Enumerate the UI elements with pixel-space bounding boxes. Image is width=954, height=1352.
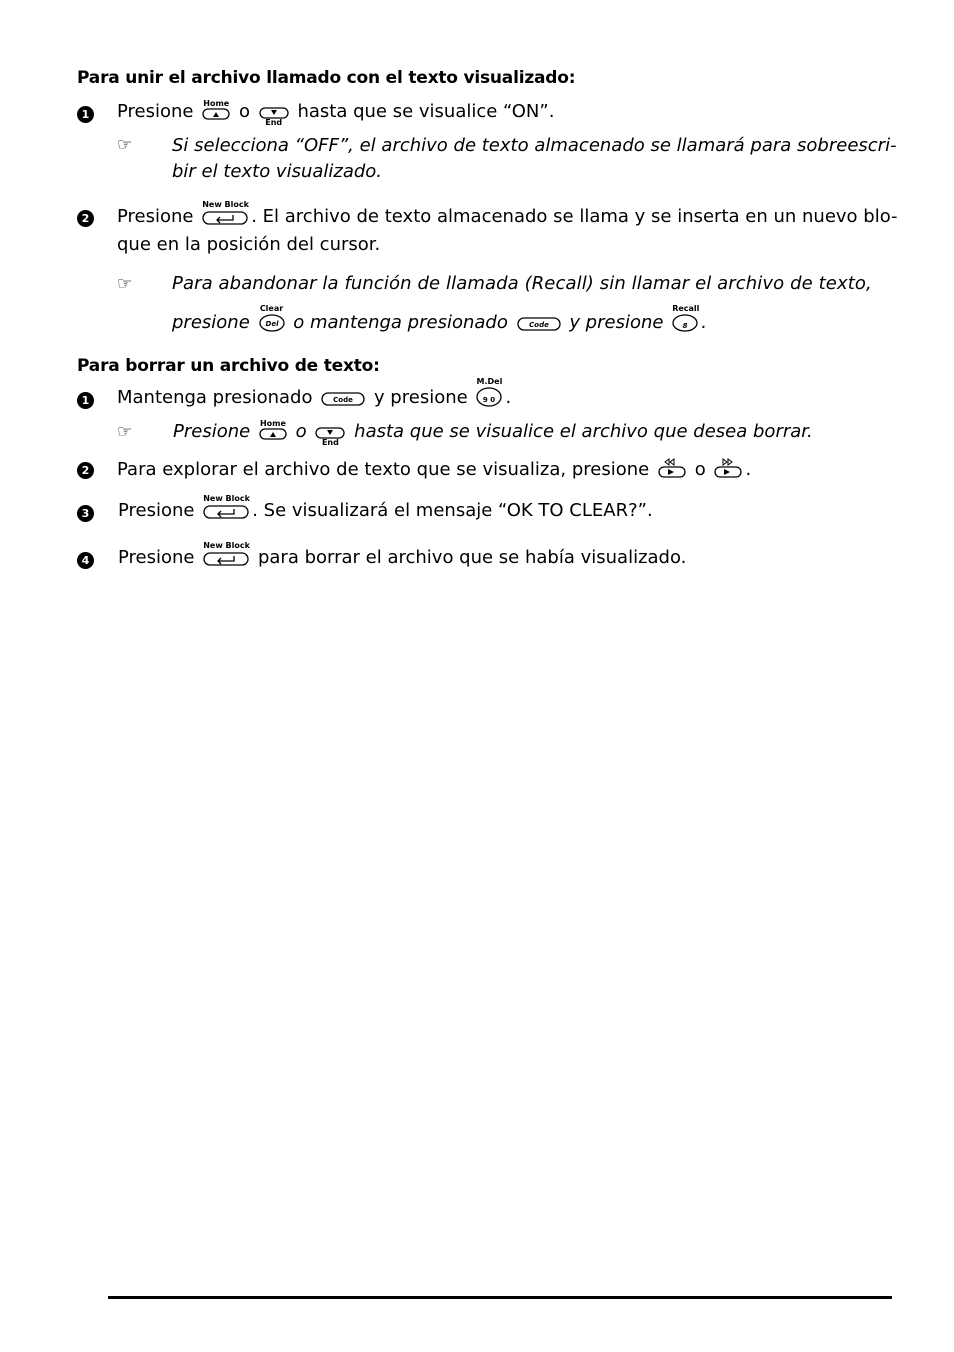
pointing-hand-icon: ☞: [117, 274, 133, 294]
key-inner-label: Code: [528, 321, 549, 329]
step-number-1: 1: [77, 392, 94, 409]
memory-delete-key-icon: [476, 377, 503, 407]
key-label: End: [321, 438, 339, 447]
note-1-line-2: bir el texto visualizado.: [172, 161, 383, 182]
note-text-part: Presione: [173, 421, 251, 442]
note-text-part: o: [295, 421, 307, 442]
note-text-part: .: [701, 312, 707, 333]
section-heading-recall: Para unir el archivo llamado con el texto visualizado:: [77, 68, 576, 88]
delete-step-3-text: [118, 494, 653, 522]
step-text-part: .: [745, 459, 752, 480]
note-1-line-1: Si selecciona “OFF”, el archivo de texto almacenado se llamará para sobreescri-: [172, 135, 897, 156]
key-inner-label: Del: [265, 320, 278, 328]
new-block-enter-key-icon: [202, 200, 249, 226]
step-number-3: 3: [77, 505, 94, 522]
rewind-left-key-icon: [658, 457, 686, 479]
step-text-part: hasta que se visualice “ON”.: [297, 101, 555, 122]
step-1-text: [117, 99, 555, 127]
step-text-part: para borrar el archivo que se había visualizado.: [257, 547, 687, 568]
note-text-part: o mantenga presionado: [293, 312, 508, 333]
step-2-line-2: que en la posición del cursor.: [117, 234, 381, 255]
step-number-2: 2: [77, 462, 94, 479]
fast-forward-right-key-icon: [714, 457, 742, 479]
step-text-part: . El archivo de texto almacenado se llama y se inserta en un nuevo blo-: [251, 206, 898, 227]
step-text-part: Presione: [118, 500, 195, 521]
step-text-part: Presione: [118, 547, 195, 568]
key-label: Home: [259, 419, 286, 428]
step-text-part: o: [238, 101, 250, 122]
step-text-part: y presione: [373, 387, 468, 408]
home-up-key-icon: [202, 99, 230, 121]
delete-step-4-text: [118, 541, 687, 569]
recall-key-icon: [672, 304, 700, 332]
step-text-part: o: [694, 459, 706, 480]
key-label: End: [265, 118, 283, 127]
step-text-part: .: [505, 387, 512, 408]
key-label: Clear: [259, 304, 284, 313]
note-text-part: presione: [172, 312, 250, 333]
step-number-4: 4: [77, 552, 94, 569]
code-key-icon: [517, 316, 561, 332]
step-2-text: [117, 200, 898, 228]
delete-step-2-text: [117, 457, 751, 481]
note-2-line-2: [172, 304, 707, 334]
key-label: M.Del: [476, 377, 503, 386]
end-down-key-icon: [315, 427, 345, 447]
section-heading-delete: Para borrar un archivo de texto:: [77, 356, 380, 376]
step-text-part: Presione: [117, 206, 194, 227]
new-block-enter-key-icon: [203, 541, 250, 567]
key-label: New Block: [203, 494, 250, 503]
delete-note-text: [173, 419, 813, 447]
note-text-part: hasta que se visualice el archivo que desea borrar.: [354, 421, 813, 442]
end-down-key-icon: [259, 107, 289, 127]
key-label: Home: [203, 99, 230, 108]
pointing-hand-icon: ☞: [117, 422, 133, 442]
step-text-part: Presione: [117, 101, 194, 122]
note-2-line-1: Para abandonar la función de llamada (Recall) sin llamar el archivo de texto,: [172, 273, 872, 294]
step-number-1: 1: [77, 106, 94, 123]
new-block-enter-key-icon: [203, 494, 250, 520]
note-text-part: y presione: [569, 312, 664, 333]
key-label: New Block: [202, 200, 249, 209]
footer-rule: [108, 1296, 892, 1299]
home-up-key-icon: [259, 419, 287, 441]
pointing-hand-icon: ☞: [117, 135, 133, 155]
key-label: New Block: [203, 541, 250, 550]
step-text-part: Mantenga presionado: [117, 387, 313, 408]
code-key-icon: [321, 391, 365, 407]
key-label: Recall: [672, 304, 700, 313]
step-text-part: Para explorar el archivo de texto que se visualiza, presione: [117, 459, 650, 480]
key-inner-label: 8: [682, 322, 688, 330]
key-inner-label: 9 0: [483, 396, 496, 404]
key-inner-label: Code: [333, 396, 354, 404]
step-number-2: 2: [77, 210, 94, 227]
step-text-part: . Se visualizará el mensaje “OK TO CLEAR?”.: [252, 500, 653, 521]
clear-del-key-icon: [259, 304, 285, 332]
delete-step-1-text: [117, 377, 512, 409]
